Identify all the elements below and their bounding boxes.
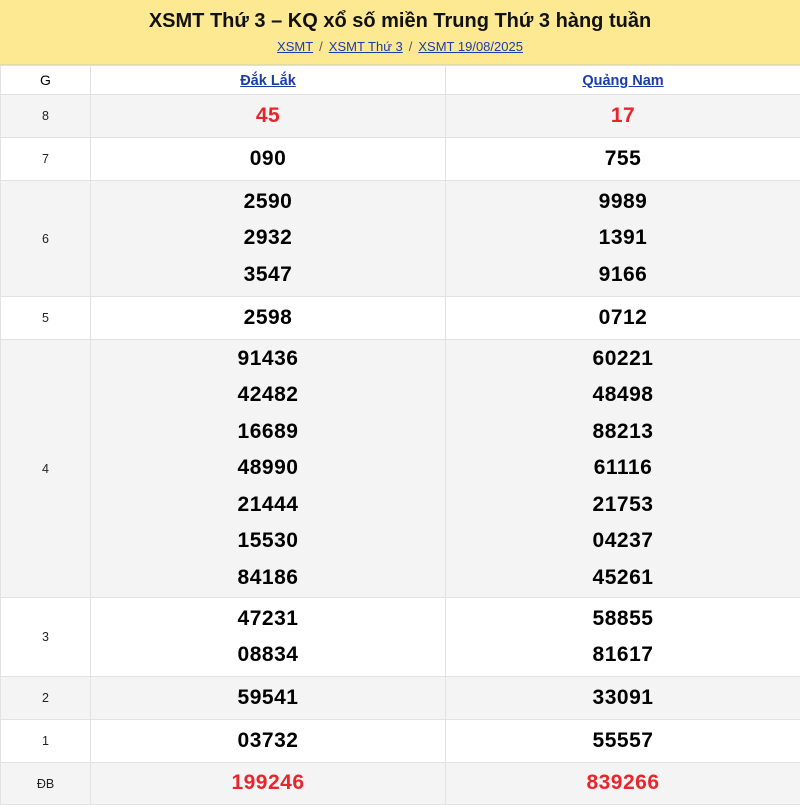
result-cell xyxy=(91,95,446,138)
result-number: 61116 xyxy=(446,450,800,487)
result-number: 2598 xyxy=(91,300,445,337)
prize-row-2 xyxy=(1,677,800,720)
results-table xyxy=(0,65,800,805)
breadcrumb-link-xsmt[interactable]: XSMT xyxy=(277,39,313,54)
province-link-quang-nam[interactable]: Quảng Nam xyxy=(582,73,663,89)
result-cell xyxy=(446,763,800,805)
result-number: 45261 xyxy=(446,560,800,597)
result-number: 48498 xyxy=(446,377,800,414)
result-cell xyxy=(91,297,446,340)
breadcrumb xyxy=(0,39,800,55)
result-number: 21753 xyxy=(446,487,800,524)
result-cell xyxy=(91,340,446,598)
result-number: 81617 xyxy=(446,637,800,674)
result-number: 45 xyxy=(91,98,445,135)
result-number: 33091 xyxy=(446,680,800,717)
result-number: 88213 xyxy=(446,414,800,451)
result-cell xyxy=(446,340,800,598)
result-number: 9166 xyxy=(446,257,800,294)
breadcrumb-link-xsmt-thu-3[interactable]: XSMT Thứ 3 xyxy=(329,39,403,54)
result-number: 21444 xyxy=(91,487,445,524)
prize-row-special xyxy=(1,763,800,805)
prize-label: ĐB xyxy=(1,763,91,805)
result-number: 15530 xyxy=(91,523,445,560)
prize-label: 1 xyxy=(1,720,91,763)
prize-label: 7 xyxy=(1,138,91,181)
result-number: 42482 xyxy=(91,377,445,414)
result-number: 55557 xyxy=(446,723,800,760)
prize-row-7 xyxy=(1,138,800,181)
prize-label: 6 xyxy=(1,181,91,297)
result-cell xyxy=(446,297,800,340)
prize-row-8 xyxy=(1,95,800,138)
prize-label: 5 xyxy=(1,297,91,340)
result-number: 08834 xyxy=(91,637,445,674)
result-number: 1391 xyxy=(446,220,800,257)
prize-column-header: G xyxy=(1,66,91,95)
result-number: 91436 xyxy=(91,341,445,378)
result-number: 17 xyxy=(446,98,800,135)
result-number: 2932 xyxy=(91,220,445,257)
result-number: 60221 xyxy=(446,341,800,378)
result-number: 59541 xyxy=(91,680,445,717)
result-number: 04237 xyxy=(446,523,800,560)
special-prize-number: 199246 xyxy=(91,765,445,802)
result-cell xyxy=(91,181,446,297)
result-number: 3547 xyxy=(91,257,445,294)
province-header-dak-lak xyxy=(91,66,446,95)
prize-row-1 xyxy=(1,720,800,763)
breadcrumb-separator: / xyxy=(409,39,413,54)
result-number: 58855 xyxy=(446,601,800,638)
result-number: 03732 xyxy=(91,723,445,760)
prize-label: 2 xyxy=(1,677,91,720)
prize-label: 8 xyxy=(1,95,91,138)
result-cell xyxy=(91,720,446,763)
result-cell xyxy=(91,138,446,181)
result-number: 2590 xyxy=(91,184,445,221)
table-header-row xyxy=(1,66,800,95)
result-number: 755 xyxy=(446,141,800,178)
result-number: 48990 xyxy=(91,450,445,487)
result-number: 090 xyxy=(91,141,445,178)
result-cell xyxy=(446,95,800,138)
prize-row-4 xyxy=(1,340,800,598)
result-cell xyxy=(91,598,446,677)
page-title: XSMT Thứ 3 – KQ xổ số miền Trung Thứ 3 hàng tuần xyxy=(0,9,800,33)
result-number: 16689 xyxy=(91,414,445,451)
result-cell xyxy=(91,677,446,720)
result-number: 47231 xyxy=(91,601,445,638)
breadcrumb-separator: / xyxy=(319,39,323,54)
prize-row-3 xyxy=(1,598,800,677)
province-link-dak-lak[interactable]: Đắk Lắk xyxy=(240,73,296,89)
result-cell xyxy=(91,763,446,805)
page-header xyxy=(0,0,800,65)
result-number: 9989 xyxy=(446,184,800,221)
result-number: 84186 xyxy=(91,560,445,597)
prize-label: 3 xyxy=(1,598,91,677)
result-cell xyxy=(446,720,800,763)
result-cell xyxy=(446,138,800,181)
result-number: 0712 xyxy=(446,300,800,337)
special-prize-number: 839266 xyxy=(446,765,800,802)
prize-row-5 xyxy=(1,297,800,340)
prize-label: 4 xyxy=(1,340,91,598)
result-cell xyxy=(446,181,800,297)
breadcrumb-link-date[interactable]: XSMT 19/08/2025 xyxy=(418,39,523,54)
result-cell xyxy=(446,677,800,720)
prize-row-6 xyxy=(1,181,800,297)
result-cell xyxy=(446,598,800,677)
province-header-quang-nam xyxy=(446,66,800,95)
